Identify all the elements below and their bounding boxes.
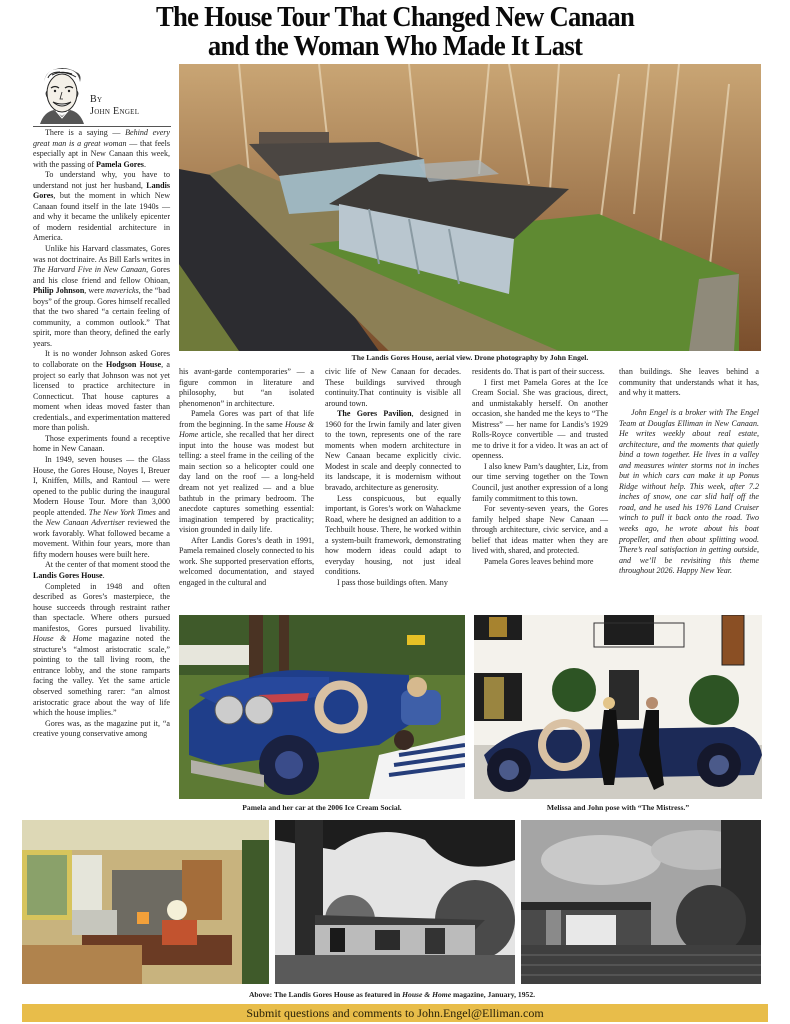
italic-title: Behind every great man is a great woman [33,128,170,148]
text-run: civic life of New Canaan for decades. These buildings survived through continuity.That continuity is visible all around town. [325,367,461,408]
article-paragraph [33,170,170,244]
text-run: After Landis Gores’s death in 1991, Pamela remained closely connected to his work. She supported preservation efforts, welcomed documentation, and stayed engaged in the cultural and [179,535,314,587]
text-run: . [143,159,146,169]
bold-name: The Gores Pavilion [337,409,412,419]
aerial-photo-caption [179,353,761,362]
article-paragraph [179,409,314,536]
text-run: magazine noted the structure’s “almost aristocratic scale,” pointing to the tall living room, the entrance lobby, and the stone ramparts facing the valley. Yet the same article observed something rarer: “an almost aristocratic grace about the way of life which the house implies.” [33,634,171,718]
text-run: reviewed the work favorably. What followed became a movement. Within four years, more than fifty modern houses were built here. [33,518,170,559]
article-column-2 [179,367,314,588]
text-run: There is a saying — [45,128,126,137]
italic-title: House & Home [179,419,314,440]
footer-contact-text[interactable]: Submit questions and comments to John.Engel@Elliman.com [246,1006,544,1020]
text-run: article, she recalled that her direct input into the house was modest but telling: a steel frame in the ceiling of the main section so a helicopter could one day land on the roof — a long-held dream not yet realized — and a blue bathtub in the primary bedroom. The anecdote captures something essential: imagination tempered by practicality; vision grounded in daily life. [179,430,314,535]
article-paragraph [33,455,170,560]
text-run: . [102,570,105,580]
text-run: , were [84,286,107,296]
article-paragraph [33,560,170,581]
article-paragraph [472,367,608,378]
text-run: To understand why, you have to understand not just her husband, [33,170,170,190]
bold-name: Philip Johnson [33,286,85,296]
text-run: In 1949, seven houses — the Glass House, the Gores House, Noyes I, Breuer I, Kniffen, Mills, and Rantoul — were opened to the public during the inaugural Modern House Tour. More than 3,000 people attended. [33,454,170,517]
text-run: At the center of that moment stood the [45,560,170,570]
text-run: , but the moment in which New Canaan found itself in the late 1940s — and why it became the unlikely epicenter of modern residential architecture in America. [33,191,170,243]
text-run: I pass those buildings often. Many [337,577,448,587]
article-paragraph [472,378,608,462]
article-paragraph [325,367,461,409]
article-column-4 [472,367,608,567]
magazine-caption-title: House & Home [402,990,452,999]
text-run: Less conspicuous, but equally important, is Gores’s work on Wahackme Road, where he designed an addition to a Techbuilt house. There, he worked within a system-built framework, demonstrating how modern ideas could adapt to everyday housing, not just ideal conditions. [325,493,461,577]
text-run: For seventy-seven years, the Gores family helped shape New Canaan — through architecture, civic service, and a belief that ideas matter when they are lived with, shared, and protected. [472,504,608,556]
italic-title: The New York Times [88,507,156,517]
magazine-exterior-photo-1 [275,820,515,984]
text-run: Pamela Gores was part of that life from the beginning. In the same [179,409,314,429]
magazine-caption-pre: Above: The Landis Gores House as featured in [248,990,403,999]
mistress-car-photo [474,615,762,799]
text-run: , the “bad boys” of the group. Gores himself recalled that the two shared “a certain feeling of community, a common outlook.” That spirit, more than theory, defined the early years. [33,286,170,348]
article-paragraph [325,578,461,589]
bold-name: Landis Gores House [33,570,103,580]
article-paragraph [33,128,170,170]
article-paragraph [325,409,461,493]
text-run: — that feels especially apt in New Canaan this week, with the passing of [33,138,170,169]
article-paragraph [33,582,170,719]
article-column-3 [325,367,461,588]
headline-line-1: The House Tour That Changed New Canaan [155,1,635,33]
author-bio-text: John Engel is a broker with The Engel Team at Douglas Elliman in New Canaan. He writes weekly about real estate, architecture, and the moments that quietly bind a town together. He lives in a valley and measures winter storms not in inches but in which cars can make it up Ponus Ridge without help. This week, after 7.2 inches of snow, one car slid half off the road, and he used his 1976 Land Cruiser winch to pull it back onto the road. Two weeks ago, he wrote about his boat propeller, and then about splitting wood. There’s real satisfaction in getting outside, and we’ll be revisiting this theme throughout 2026. Happy New Year. [619,408,759,576]
bold-name: Pamela Gores [96,159,144,169]
headline-line-2: and the Woman Who Made It Last [207,30,583,62]
article-column-1 [33,128,170,740]
magazine-exterior-photo-2 [521,820,761,984]
bold-name: Hodgson House [105,360,162,370]
article-paragraph [325,494,461,578]
text-run: Pamela Gores leaves behind more [484,556,594,566]
mistress-caption: Melissa and John pose with “The Mistress.” [546,803,690,812]
footer-contact-bar [22,1004,768,1022]
author-caricature-icon [36,66,88,124]
aerial-house-photo [179,64,761,351]
text-run: I also knew Pam’s daughter, Liz, from our time serving together on the Town Council, just another expression of a long family commitment to this town. [472,461,608,503]
text-run: and the [33,507,170,528]
italic-title: House & Home [33,634,93,644]
text-run: , a project so early that Johnson was not yet licensed to practice architecture in Connecticut. That house captures a moment when ideas moved faster than credentials., and experimentation mattered more than polish. [33,360,170,433]
pamela-car-caption: Pamela and her car at the 2006 Ice Cream Social. [242,803,402,812]
article-paragraph [472,504,608,557]
article-paragraph [179,536,314,589]
byline-author: John Engel [90,106,140,117]
article-column-5 [619,367,759,399]
text-run: I first met Pamela Gores at the Ice Cream Social. She was gracious, direct, and unmistakably herself. On another occasion, she handed me the keys to “The Mistress” — her name for Landis’s 1929 Rolls-Royce convertible — and trusted me to drive it for a video. It was an act of openness. [472,377,608,461]
magazine-caption [22,990,762,999]
article-paragraph [619,367,759,399]
article-paragraph [33,719,170,740]
article-paragraph [33,434,170,455]
magazine-caption-post: magazine, January, 1952. [451,990,536,999]
text-run: than buildings. She leaves behind a community that understands what it has, and why it matters. [619,367,759,398]
text-run: It is no wonder Johnson asked Gores to collaborate on the [33,349,170,370]
byline-block [33,66,171,127]
italic-title: The Harvard Five in New Canaan [33,265,147,275]
bold-name: Landis Gores [33,180,170,201]
article-paragraph [33,349,170,433]
italic-title: mavericks [106,286,139,296]
magazine-interior-photo [22,820,269,984]
aerial-caption-bold: The Landis Gores House, aerial view. [351,353,473,362]
article-paragraph [472,462,608,504]
text-run: , Gores and his close friend and fellow Ohioan, [33,265,170,285]
pamela-car-photo [179,615,465,799]
article-paragraph [33,244,170,349]
text-run: Unlike his Harvard classmates, Gores was not doctrinaire. As Bill Earls writes in [33,244,170,264]
author-bio [619,408,759,577]
text-run: , designed in 1960 for the Irwin family and later given to the town, represents one of the rare moments when modern architecture in New Canaan became explicitly civic. Modest in scale and deeply connected to its landscape, it is modernism without bravado, architecture as generosity. [325,409,461,493]
italic-title: New Canaan Advertiser [45,518,125,528]
byline-prefix: By [90,94,103,105]
text-run: Completed in 1948 and often described as Gores’s masterpiece, the house succeeds through restraint rather than spectacle. Where others pursued manifestos, Gores pursued livability. [33,581,170,633]
aerial-caption-credit: Drone photography by John Engel. [472,353,589,362]
byline [90,94,139,118]
text-run: his avant-garde contemporaries” — a figure common in literature and philosophy, but “an isolated phenomenon” in architecture. [179,367,314,408]
article-paragraph [179,367,314,409]
text-run: residents do. That is part of their success. [472,367,605,376]
text-run: Gores was, as the magazine put it, “a creative young conservative among [33,718,170,739]
text-run: Those experiments found a receptive home in New Canaan. [33,433,170,454]
article-paragraph [472,557,608,568]
